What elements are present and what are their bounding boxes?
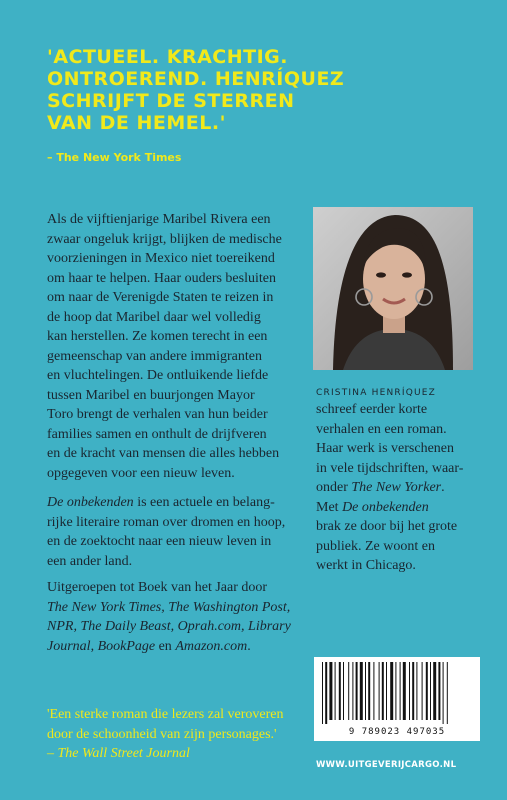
publisher-website: WWW.UITGEVERIJCARGO.NL	[316, 760, 457, 770]
barcode-bars	[320, 662, 474, 724]
barcode-bar	[400, 662, 401, 720]
publication-name: Journal	[47, 638, 91, 654]
text-line	[316, 498, 486, 518]
barcode-bar	[360, 662, 363, 720]
barcode-bar	[416, 662, 417, 720]
text-line: Uitgeroepen tot Boek van het Jaar door	[47, 580, 268, 595]
text-line	[47, 617, 309, 637]
text-line: een ander land.	[47, 553, 133, 569]
barcode-bar	[373, 662, 374, 720]
text-line: en de zoektocht naar een nieuw leven in	[47, 534, 272, 549]
synopsis-paragraph-2	[47, 493, 309, 571]
barcode-bar	[412, 662, 414, 720]
publication-list: The New York Times, The Washington Post,	[47, 599, 291, 615]
barcode-bar	[348, 662, 349, 720]
publication-name: The Wall Street Journal	[57, 746, 190, 761]
book-title: De onbekenden	[47, 495, 134, 510]
barcode-bar	[438, 662, 440, 720]
review-quote-line: 'ACTUEEL. KRACHTIG.	[47, 46, 288, 68]
barcode-bar	[356, 662, 358, 720]
barcode-bar	[379, 662, 380, 720]
text-line: Haar werk is verschenen	[316, 441, 454, 456]
text-line: werkt in Chicago.	[316, 558, 416, 573]
author-bio	[316, 400, 486, 576]
review-quote-source: – The New York Times	[47, 151, 182, 164]
barcode-bar	[422, 662, 423, 720]
text-line: 'Een sterke roman die lezers zal veroveren	[47, 707, 284, 722]
text-line	[47, 598, 309, 618]
isbn-barcode	[314, 657, 480, 741]
press-quote	[47, 705, 284, 764]
barcode-bar	[329, 662, 332, 720]
barcode-bar	[409, 662, 410, 720]
text-fragment: is een actuele en belang-	[133, 495, 275, 510]
text-line	[316, 478, 486, 498]
text-line: voorzieningen in Mexico niet toereikend	[47, 251, 275, 266]
text-line: gemeenschap van andere immigranten	[47, 348, 262, 364]
publication-list: NPR, The Daily Beast, Oprah.com, Library	[47, 619, 291, 634]
text-line: schreef eerder korte	[316, 402, 428, 417]
text-fragment: onder	[316, 480, 352, 495]
barcode-bar	[386, 662, 387, 720]
text-line: tussen Maribel en buurjongen Mayor	[47, 387, 255, 403]
barcode-bar	[343, 662, 344, 720]
isbn-number: 9 789023 497035	[348, 727, 446, 737]
publication-name: The New Yorker	[351, 480, 442, 495]
press-quote-source	[47, 744, 284, 764]
text-line: families samen en onthult de drijfveren	[47, 426, 267, 442]
review-quote-line: VAN DE HEMEL.'	[47, 112, 226, 134]
publication-name: Amazon.com	[175, 638, 248, 654]
barcode-bar	[352, 662, 353, 720]
text-fragment: .	[441, 480, 445, 495]
barcode-bar	[426, 662, 428, 720]
text-fragment: ,	[90, 638, 98, 654]
barcode-bar	[368, 662, 370, 720]
author-name: CRISTINA HENRÍQUEZ	[316, 388, 437, 398]
barcode-bar	[339, 662, 341, 720]
review-quote-line: SCHRIJFT DE STERREN	[47, 90, 295, 112]
text-fragment: –	[47, 746, 58, 761]
text-line: kan herstellen. Ze komen terecht in een	[47, 329, 268, 344]
text-line: zwaar ongeluk krijgt, blijken de medische	[47, 231, 282, 247]
barcode-bar	[325, 662, 327, 724]
text-line: en vluchtelingen. De ontluikende liefde	[47, 368, 269, 383]
barcode-bar	[365, 662, 366, 720]
text-line: om naar de Verenigde Staten te reizen in	[47, 290, 274, 305]
text-line: door de schoonheid van zijn personages.'	[47, 726, 277, 742]
text-line: verhalen en een roman.	[316, 421, 447, 437]
text-line: rijke literaire roman over dromen en hoop,	[47, 514, 286, 530]
synopsis-paragraph	[47, 210, 309, 483]
text-fragment: en	[155, 638, 176, 654]
text-line: Toro brengt de verhalen van hun beider	[47, 407, 268, 422]
author-photo	[313, 207, 473, 370]
barcode-bar	[433, 662, 436, 720]
text-line: brak ze door bij het grote	[316, 519, 458, 534]
publication-name: BookPage	[97, 638, 156, 654]
text-line: en de kracht van mensen die alles hebben	[47, 446, 280, 461]
barcode-bar	[382, 662, 384, 720]
text-line: de hoop dat Maribel daar wel volledig	[47, 309, 261, 325]
text-fragment: .	[247, 638, 251, 654]
barcode-bar	[443, 662, 444, 724]
barcode-bar	[390, 662, 393, 720]
barcode-bar	[430, 662, 431, 720]
text-line	[47, 637, 309, 657]
text-line	[47, 493, 309, 513]
text-line: om haar te helpen. Haar ouders besluiten	[47, 270, 276, 286]
text-line: Als de vijftienjarige Maribel Rivera een	[47, 212, 271, 227]
awards-paragraph	[47, 578, 309, 656]
author-portrait-image	[313, 207, 473, 370]
review-quote-line: ONTROEREND. HENRÍQUEZ	[47, 68, 345, 90]
barcode-bar	[403, 662, 406, 720]
book-title: De onbekenden	[342, 499, 429, 515]
text-line: in vele tijdschriften, waar-	[316, 460, 464, 476]
review-quote	[47, 46, 487, 134]
text-line: opgegeven voor een nieuw leven.	[47, 465, 235, 481]
barcode-bar	[322, 662, 323, 724]
barcode-bar	[335, 662, 336, 720]
text-fragment: Met	[316, 499, 343, 515]
barcode-bar	[395, 662, 396, 720]
barcode-bar	[447, 662, 448, 724]
text-line: publiek. Ze woont en	[316, 538, 435, 554]
